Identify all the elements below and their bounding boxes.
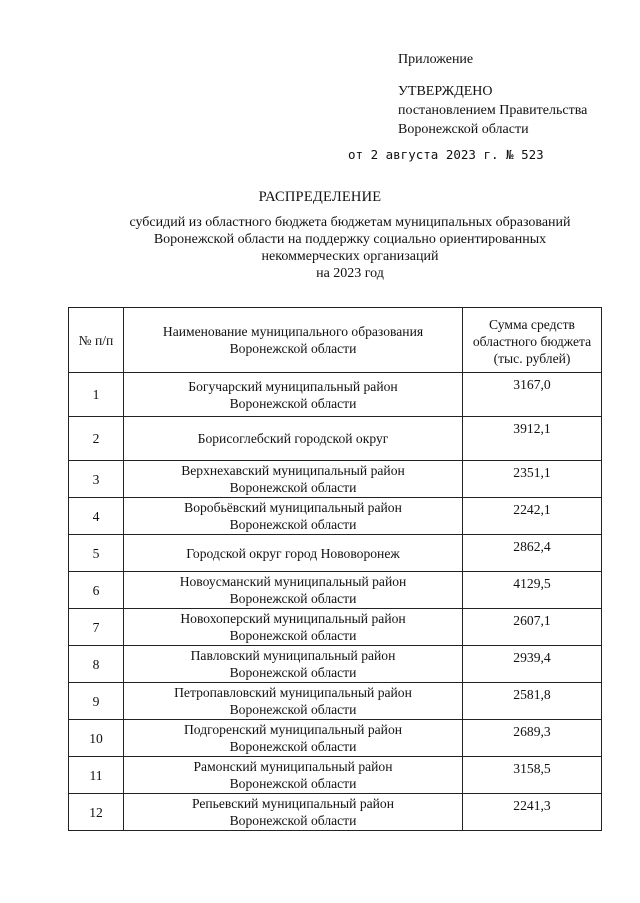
row-num: 8 [69,646,124,683]
row-sum: 2581,8 [463,683,602,720]
row-sum: 3167,0 [463,373,602,417]
row-name-line-1: Петропавловский муниципальный район [174,685,412,700]
table-row [69,609,602,646]
row-name-line-1: Павловский муниципальный район [190,648,396,663]
row-name-line-1: Репьевский муниципальный район [191,796,394,811]
row-sum: 2607,1 [463,609,602,646]
row-name [124,646,463,683]
row-name-line-1: Верхнехавский муниципальный район [181,463,405,478]
row-name-line-1: Городской округ город Нововоронеж [186,545,400,561]
header-name-line-1: Наименование муниципального образования [162,324,424,339]
subtitle-line-4: на 2023 год [316,266,384,281]
row-name [124,535,463,572]
row-sum: 2241,3 [463,794,602,831]
row-num: 9 [69,683,124,720]
row-name-line-2: Воронежской области [229,591,357,606]
row-name [124,609,463,646]
table-row [69,646,602,683]
table-row [69,757,602,794]
row-name-line-1: Подгоренский муниципальный район [183,722,403,737]
table-row [69,572,602,609]
row-name-line-1: Новоусманский муниципальный район [179,574,407,589]
row-num: 5 [69,535,124,572]
row-name [124,373,463,417]
header-sum-line-2: областного бюджета [472,334,592,349]
approved-label: УТВЕРЖДЕНО [398,84,493,99]
subtitle-line-3: некоммерческих организаций [261,249,439,264]
row-name-line-1: Рамонский муниципальный район [193,759,393,774]
subtitle-line-1: субсидий из областного бюджета бюджетам муниципальных образований [129,215,571,230]
header-num: № п/п [69,308,124,373]
row-num: 6 [69,572,124,609]
row-num: 1 [69,373,124,417]
allocation-table [68,307,602,831]
row-sum: 3912,1 [463,417,602,461]
row-num: 7 [69,609,124,646]
table-row [69,794,602,831]
resolution-line-2: Воронежской области [398,122,529,137]
row-name [124,720,463,757]
header-name [124,308,463,373]
subtitle-line-2: Воронежской области на поддержку социально ориентированных [153,232,547,247]
row-sum: 2242,1 [463,498,602,535]
row-name-line-2: Воронежской области [229,702,357,717]
row-num: 12 [69,794,124,831]
row-name [124,683,463,720]
header-sum [463,308,602,373]
row-sum: 2862,4 [463,535,602,572]
row-name-line-2: Воронежской области [229,665,357,680]
row-name-line-2: Воронежской области [229,739,357,754]
table-header-row [69,308,602,373]
row-sum: 3158,5 [463,757,602,794]
row-name-line-2: Воронежской области [229,776,357,791]
table-row [69,683,602,720]
approval-block [348,50,588,162]
document-title: РАСПРЕДЕЛЕНИЕ [258,189,382,205]
row-name [124,794,463,831]
header-sum-line-1: Сумма средств [489,317,575,332]
row-name [124,498,463,535]
table-row [69,373,602,417]
row-name-line-2: Воронежской области [229,395,357,411]
row-name-line-1: Новохоперский муниципальный район [180,611,406,626]
row-sum: 2939,4 [463,646,602,683]
table-row [69,498,602,535]
row-num: 2 [69,417,124,461]
row-num: 3 [69,461,124,498]
row-name-line-2: Воронежской области [229,628,357,643]
row-name [124,461,463,498]
resolution-line-1: постановлением Правительства [398,103,588,118]
row-name-line-1: Воробьёвский муниципальный район [184,500,402,515]
row-name [124,572,463,609]
table-row [69,461,602,498]
annex-label: Приложение [398,52,474,67]
table-row [69,417,602,461]
table-row [69,720,602,757]
row-name [124,417,463,461]
row-name-line-2: Воронежской области [229,517,357,532]
row-name-line-2: Воронежской области [229,813,357,828]
row-name [124,757,463,794]
document-subtitle [60,214,640,282]
row-sum: 2351,1 [463,461,602,498]
row-name-line-1: Богучарский муниципальный район [188,378,398,394]
header-name-line-2: Воронежской области [229,341,357,356]
header-sum-line-3: (тыс. рублей) [493,351,571,366]
resolution-date: от 2 августа 2023 г. № 523 [348,147,544,162]
row-name-line-2: Воронежской области [229,480,357,495]
row-num: 10 [69,720,124,757]
table-row [69,535,602,572]
row-num: 11 [69,757,124,794]
row-sum: 4129,5 [463,572,602,609]
row-num: 4 [69,498,124,535]
row-sum: 2689,3 [463,720,602,757]
row-name-line-1: Борисоглебский городской округ [197,431,389,446]
